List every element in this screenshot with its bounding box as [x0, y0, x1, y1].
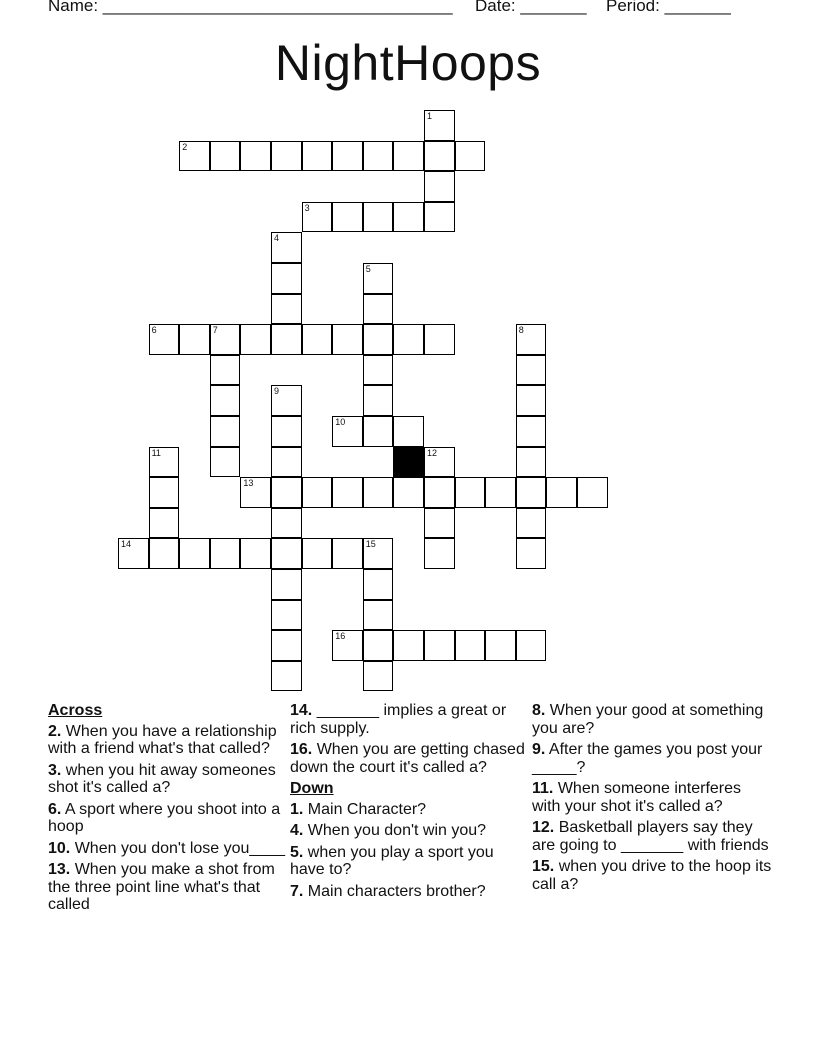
grid-cell[interactable] [332, 630, 363, 661]
clue-number: 12 [427, 447, 438, 458]
grid-cell[interactable] [118, 538, 149, 569]
grid-cell[interactable] [179, 538, 210, 569]
clue-column-1 [48, 702, 288, 918]
clue-down-8: 8. When your good at something you are? [532, 702, 764, 737]
grid-cell[interactable] [393, 630, 424, 661]
grid-cell[interactable] [210, 447, 241, 478]
clue-down-4: 4. When you don't win you? [290, 822, 487, 839]
grid-cell[interactable] [271, 141, 302, 172]
grid-cell[interactable] [546, 477, 577, 508]
clue-across-13: 13. When you make a shot from the three point line what's that called [48, 861, 275, 913]
clue-number: 6 [151, 325, 157, 336]
grid-cell[interactable] [577, 477, 608, 508]
grid-cell[interactable] [332, 141, 363, 172]
grid-cell[interactable] [332, 324, 363, 355]
grid-cell[interactable] [149, 447, 180, 478]
grid-cell[interactable] [363, 141, 394, 172]
clue-across-16: 16. When you are getting chased down the court it's called a? [290, 741, 525, 776]
grid-cell[interactable] [271, 263, 302, 294]
grid-cell[interactable] [332, 477, 363, 508]
clue-across-14: 14. _______ implies a great or rich supply. [290, 702, 507, 737]
grid-cell[interactable] [240, 538, 271, 569]
grid-cell[interactable] [424, 508, 455, 539]
clue-number: 13 [243, 478, 254, 489]
grid-cell[interactable] [240, 141, 271, 172]
clue-down-1: 1. Main Character? [290, 800, 427, 818]
grid-cell[interactable] [210, 355, 241, 386]
grid-cell[interactable] [271, 324, 302, 355]
grid-cell[interactable] [424, 630, 455, 661]
grid-cell[interactable] [271, 477, 302, 508]
grid-cell[interactable] [179, 141, 210, 172]
clue-down-7: 7. Main characters brother? [290, 882, 486, 900]
clue-down-11: 11. When someone interferes with your shot it's called a? [532, 780, 742, 815]
grid-cell[interactable] [455, 477, 486, 508]
grid-cell[interactable] [210, 141, 241, 172]
clue-across-6: 6. A sport where you shoot into a hoop [48, 800, 281, 835]
grid-cell[interactable] [424, 447, 455, 478]
grid-cell[interactable] [271, 232, 302, 263]
clue-number: 15 [365, 539, 376, 550]
clue-across-2: 2. When you have a relationship with a friend what's that called? [48, 722, 277, 757]
grid-cell[interactable] [455, 141, 486, 172]
grid-cell[interactable] [363, 385, 394, 416]
grid-cell[interactable] [302, 538, 333, 569]
grid-cell[interactable] [516, 416, 547, 447]
grid-cell[interactable] [271, 385, 302, 416]
grid-cell[interactable] [363, 263, 394, 294]
clue-down-9: 9. After the games you post your _____? [532, 741, 763, 776]
grid-cell[interactable] [393, 416, 424, 447]
clue-number: 2 [182, 141, 188, 152]
grid-cell[interactable] [455, 630, 486, 661]
grid-cell[interactable] [516, 355, 547, 386]
grid-cell[interactable] [516, 508, 547, 539]
grid-cell[interactable] [363, 477, 394, 508]
grid-cell[interactable] [240, 324, 271, 355]
clue-down-5: 5. when you play a sport you have to? [290, 843, 494, 878]
grid-cell[interactable] [210, 385, 241, 416]
grid-cell[interactable] [363, 661, 394, 692]
clue-column-3 [532, 702, 772, 897]
grid-cell[interactable] [363, 324, 394, 355]
clue-down-12: 12. Basketball players say they are going to _______ with friends [532, 819, 769, 854]
clue-number: 8 [518, 325, 524, 336]
clue-across-3: 3. when you hit away someones shot it's called a? [48, 761, 276, 796]
grid-cell[interactable] [332, 202, 363, 233]
grid-cell[interactable] [363, 630, 394, 661]
grid-cell[interactable] [363, 538, 394, 569]
grid-cell[interactable] [363, 355, 394, 386]
clue-across-10: 10. When you don't lose you____ [48, 839, 286, 857]
date-field[interactable]: Date: _______ [475, 0, 587, 15]
puzzle-title: NightHoops [274, 35, 542, 91]
grid-cell[interactable] [363, 569, 394, 600]
grid-cell[interactable] [516, 447, 547, 478]
grid-cell[interactable] [363, 600, 394, 631]
blocked-cell [393, 447, 424, 478]
clue-number: 4 [274, 233, 280, 244]
grid-cell[interactable] [149, 477, 180, 508]
grid-cell[interactable] [424, 538, 455, 569]
grid-cell[interactable] [363, 416, 394, 447]
grid-cell[interactable] [424, 477, 455, 508]
grid-cell[interactable] [363, 294, 394, 325]
clue-number: 10 [335, 417, 346, 427]
clue-column-2 [290, 702, 530, 904]
grid-cell[interactable] [424, 202, 455, 233]
clue-number: 5 [365, 264, 371, 274]
grid-cell[interactable] [271, 538, 302, 569]
grid-cell[interactable] [271, 294, 302, 325]
grid-cell[interactable] [424, 324, 455, 355]
grid-cell[interactable] [271, 447, 302, 478]
grid-cell[interactable] [210, 538, 241, 569]
grid-cell[interactable] [485, 630, 516, 661]
clue-number: 9 [274, 386, 280, 397]
grid-cell[interactable] [485, 477, 516, 508]
grid-cell[interactable] [393, 477, 424, 508]
grid-cell[interactable] [363, 202, 394, 233]
grid-cell[interactable] [271, 569, 302, 600]
period-field[interactable]: Period: _______ [606, 0, 731, 15]
grid-cell[interactable] [210, 416, 241, 447]
grid-cell[interactable] [393, 141, 424, 172]
clue-number: 1 [427, 111, 433, 121]
down-heading: Down [290, 780, 334, 797]
grid-cell[interactable] [332, 416, 363, 447]
grid-cell[interactable] [516, 630, 547, 661]
grid-cell[interactable] [149, 538, 180, 569]
grid-cell[interactable] [516, 324, 547, 355]
grid-cell[interactable] [271, 508, 302, 539]
grid-cell[interactable] [516, 477, 547, 508]
grid-cell[interactable] [424, 110, 455, 141]
grid-cell[interactable] [516, 538, 547, 569]
grid-cell[interactable] [149, 324, 180, 355]
grid-cell[interactable] [179, 324, 210, 355]
grid-cell[interactable] [302, 202, 333, 233]
clue-down-15: 15. when you drive to the hoop its call a? [532, 858, 772, 893]
grid-cell[interactable] [516, 385, 547, 416]
clue-number: 3 [304, 202, 310, 213]
grid-cell[interactable] [149, 508, 180, 539]
grid-cell[interactable] [393, 202, 424, 233]
across-heading: Across [48, 702, 103, 719]
grid-cell[interactable] [302, 324, 333, 355]
grid-cell[interactable] [240, 477, 271, 508]
grid-cell[interactable] [424, 171, 455, 202]
grid-cell[interactable] [424, 141, 455, 172]
clue-number: 7 [212, 325, 218, 336]
clue-number: 14 [121, 539, 132, 550]
grid-cell[interactable] [271, 630, 302, 661]
grid-cell[interactable] [393, 324, 424, 355]
grid-cell[interactable] [271, 416, 302, 447]
name-field[interactable]: Name: _____________________________________ [48, 0, 453, 15]
grid-cell[interactable] [271, 600, 302, 631]
clue-number: 16 [335, 631, 346, 642]
grid-cell[interactable] [210, 324, 241, 355]
grid-cell[interactable] [271, 661, 302, 692]
grid-cell[interactable] [302, 141, 333, 172]
grid-cell[interactable] [332, 538, 363, 569]
grid-cell[interactable] [302, 477, 333, 508]
clue-number: 11 [151, 447, 161, 458]
